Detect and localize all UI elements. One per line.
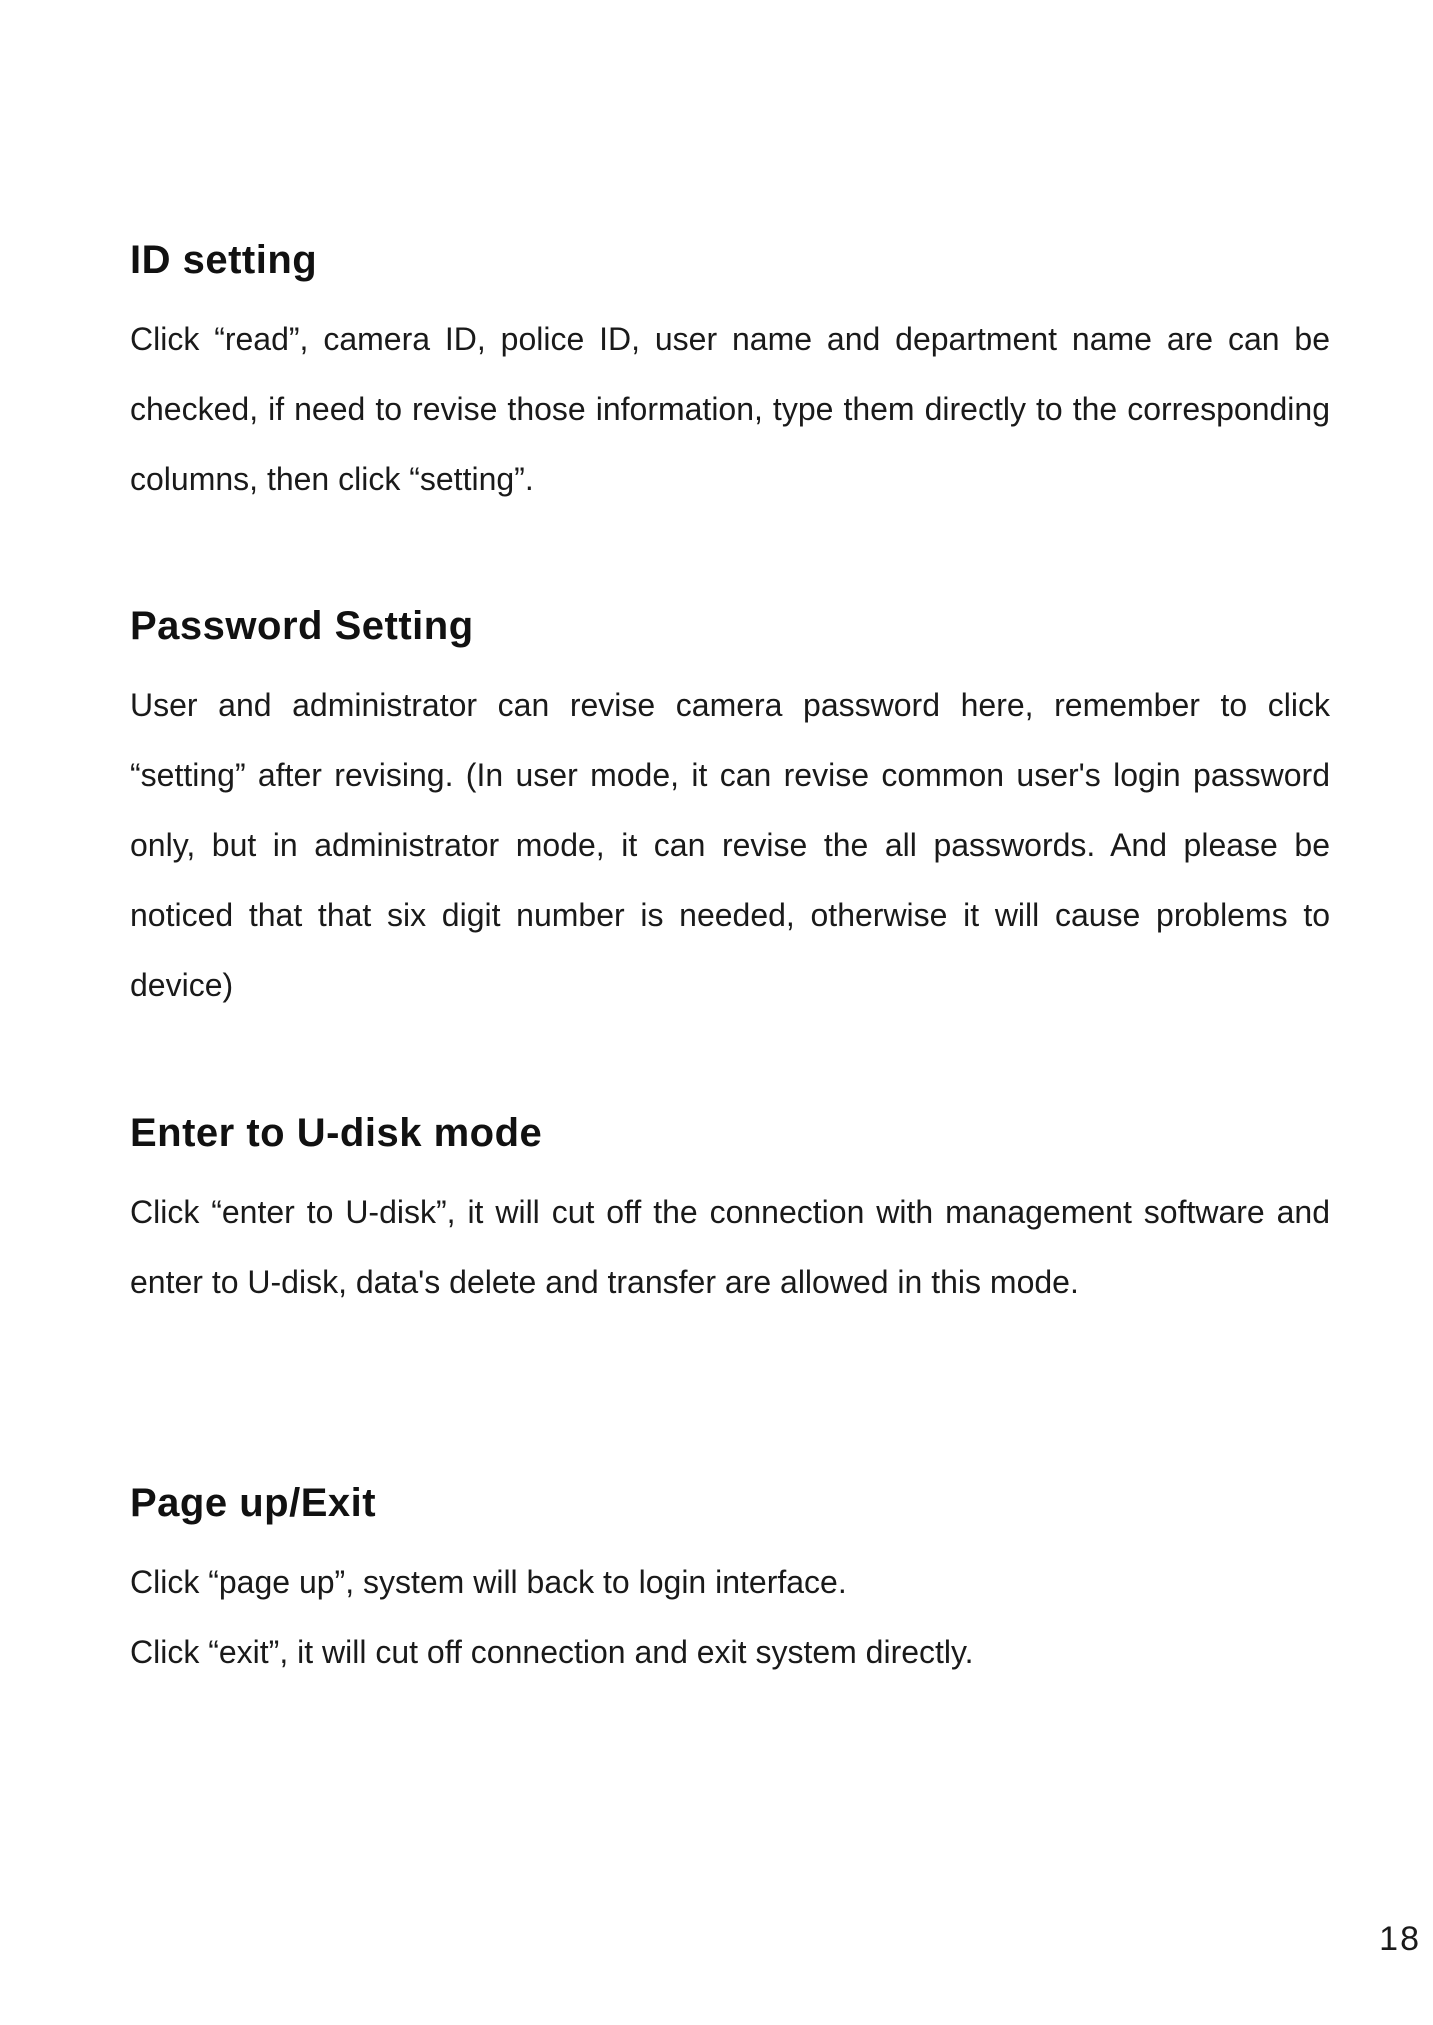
id-setting-paragraph: Click “read”, camera ID, police ID, user name and department name are can be checked, if need to revise those information, type them directly to the corresponding columns, then click “setting”. [130,321,1330,497]
password-setting-paragraph: User and administrator can revise camera password here, remember to click “setting” after revising. (In user mode, it can revise common user's login password only, but in administrator mode, it can revise the all passwords. And please be noticed that that six digit number is needed, otherwise it will cause problems to device) [130,687,1330,1003]
udisk-mode-paragraph: Click “enter to U-disk”, it will cut off the connection with management software and enter to U-disk, data's delete and transfer are allowed in this mode. [130,1194,1330,1300]
password-setting-heading: Password Setting [130,604,474,648]
password-setting-section [130,602,1330,1020]
id-setting-section [130,236,1330,514]
page-up-line: Click “page up”, system will back to login interface. [130,1564,847,1600]
page-up-exit-heading: Page up/Exit [130,1481,377,1525]
udisk-mode-section [130,1109,1330,1317]
page-number: 18 [1379,1920,1421,1958]
page-up-exit-section [130,1479,1330,1687]
exit-line: Click “exit”, it will cut off connection and exit system directly. [130,1634,974,1670]
udisk-mode-heading: Enter to U-disk mode [130,1111,543,1155]
id-setting-heading: ID setting [130,238,318,282]
